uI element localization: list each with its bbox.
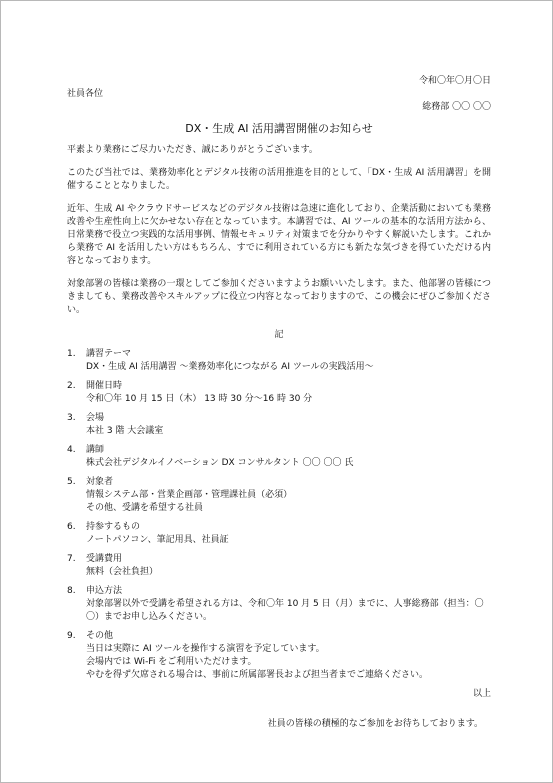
ijo-end-mark: 以上 — [472, 689, 491, 699]
ki-heading: 記 — [274, 330, 284, 340]
item-datetime — [67, 380, 491, 406]
item-heading: 対象者 — [86, 477, 114, 487]
item-detail: やむを得ず欠席される場合は、事前に所属部署長および担当者までご連絡ください。 — [86, 670, 429, 680]
item-heading: その他 — [86, 631, 114, 641]
item-fee — [67, 553, 491, 579]
item-detail: 株式会社デジタルイノベーション DX コンサルタント 〇〇 〇〇 氏 — [86, 458, 354, 468]
paragraph-background: 近年、生成 AI やクラウドサービスなどのデジタル技術は急速に進化しており、企業活動においても業務改善や生産性向上に欠かせない存在となっています。本講習では、AI ツールの基本的な活用方法から、日常業務で役立つ実践的な活用事例、情報セキュリティ対策までを分かりやすく解説いたします。これから業務で AI を活用したい方はもちろん、すでに利用されている方にも新たな気づきを得ていただける内容となっております。 — [67, 204, 491, 266]
item-detail: 会場内では Wi-Fi をご利用いただけます。 — [86, 657, 257, 667]
item-detail: 令和〇年 10 月 15 日（木） 13 時 30 分～16 時 30 分 — [86, 394, 313, 404]
item-number: 6. — [67, 522, 76, 532]
item-detail: 対象部署以外で受講を希望される方は、令和〇年 10 月 5 日（月）までに、人事総務部（担当：〇〇）までお申し込みください。 — [86, 599, 484, 622]
item-detail: ノートパソコン、筆記用具、社員証 — [86, 535, 229, 545]
item-number: 5. — [67, 477, 76, 487]
item-number: 2. — [67, 381, 76, 391]
item-detail: 当日は実際に AI ツールを操作する演習を予定しています。 — [86, 644, 325, 654]
item-number: 4. — [67, 445, 76, 455]
item-detail: 情報システム部・営業企画部・管理課社員（必須） — [86, 490, 293, 500]
item-number: 8. — [67, 586, 76, 596]
item-lecturer — [67, 444, 491, 470]
item-application — [67, 585, 491, 624]
item-heading: 会場 — [86, 413, 105, 423]
addressee: 社員各位 — [67, 89, 104, 99]
item-detail: 無料（会社負担） — [86, 567, 159, 577]
closing-remark: 社員の皆様の積極的なご参加をお待ちしております。 — [267, 719, 483, 729]
item-heading: 持参するもの — [86, 522, 141, 532]
item-theme — [67, 348, 491, 374]
item-heading: 申込方法 — [86, 586, 123, 596]
issue-date: 令和〇年〇月〇日 — [418, 76, 491, 86]
item-heading: 講師 — [86, 445, 105, 455]
item-heading: 開催日時 — [86, 381, 123, 391]
item-number: 1. — [67, 349, 76, 359]
item-heading: 講習テーマ — [86, 349, 132, 359]
item-heading: 受講費用 — [86, 554, 123, 564]
item-number: 9. — [67, 631, 76, 641]
item-detail: DX・生成 AI 活用講習 ～業務効率化につながる AI ツールの実践活用～ — [86, 362, 374, 372]
item-detail: 本社 3 階 大会議室 — [86, 426, 164, 436]
item-number: 3. — [67, 413, 76, 423]
document-body — [67, 75, 491, 731]
item-detail: その他、受講を希望する社員 — [86, 503, 204, 513]
item-venue — [67, 412, 491, 438]
paragraph-request: 対象部署の皆様は業務の一環としてご参加くださいますようお願いいたします。また、他部署の皆様につきましても、業務改善やスキルアップに役立つ内容となっておりますので、この機会にぜひご参加ください。 — [67, 279, 491, 315]
paragraph-purpose: このたび当社では、業務効率化とデジタル技術の活用推進を目的として、「DX・生成 AI 活用講習」を開催することとなりました。 — [67, 168, 491, 191]
item-target — [67, 476, 491, 515]
item-other — [67, 630, 491, 682]
sender: 総務部 〇〇 〇〇 — [422, 102, 491, 112]
item-number: 7. — [67, 554, 76, 564]
item-bring — [67, 521, 491, 547]
paragraph-greeting: 平素より業務にご尽力いただき、誠にありがとうございます。 — [67, 145, 318, 155]
document-title: DX・生成 AI 活用講習開催のお知らせ — [185, 122, 373, 135]
